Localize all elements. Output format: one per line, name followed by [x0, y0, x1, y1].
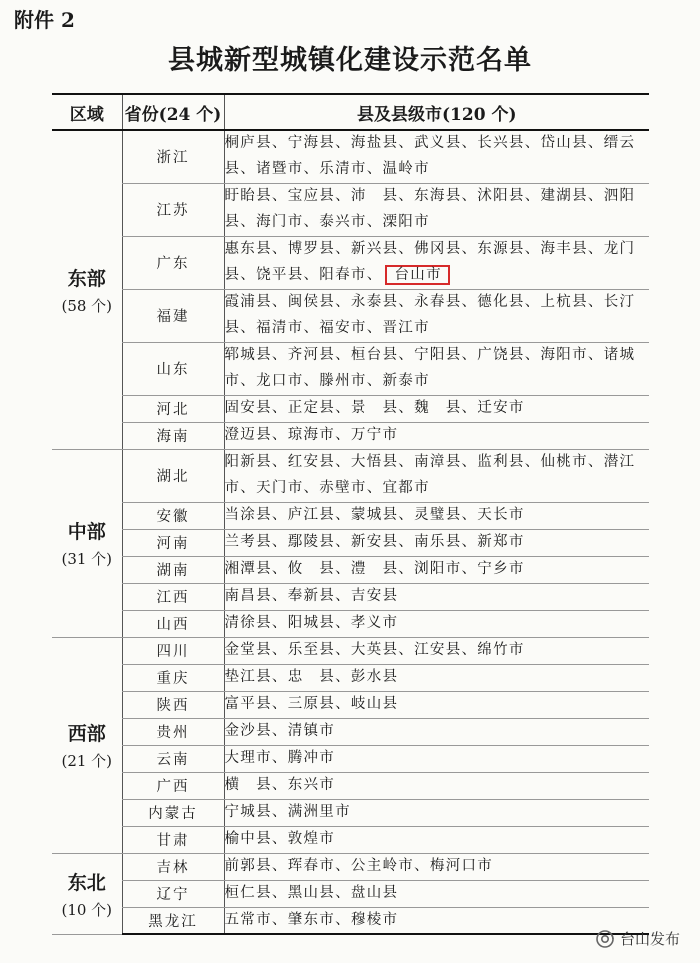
county-list: 金沙县、清镇市 — [224, 718, 649, 745]
header-province: 省份(24 个) — [122, 94, 224, 130]
county-list: 大理市、腾冲市 — [224, 745, 649, 772]
header-counties: 县及县级市(120 个) — [224, 94, 649, 130]
province-name: 黑龙江 — [122, 907, 224, 934]
table-row — [52, 183, 649, 236]
county-list: 兰考县、鄢陵县、新安县、南乐县、新郑市 — [224, 529, 649, 556]
region-name: 东北 — [67, 871, 106, 894]
table-row — [52, 610, 649, 637]
table-header-row — [52, 94, 649, 130]
table-row — [52, 449, 649, 502]
table-row — [52, 422, 649, 449]
region-cell — [52, 130, 122, 449]
county-list: 垫江县、忠 县、彭水县 — [224, 664, 649, 691]
county-list: 当涂县、庐江县、蒙城县、灵璧县、天长市 — [224, 502, 649, 529]
table-row — [52, 745, 649, 772]
region-name: 西部 — [67, 723, 106, 745]
province-name: 贵州 — [122, 718, 224, 745]
province-name: 山东 — [122, 342, 224, 395]
table-row — [52, 236, 649, 289]
county-list: 五常市、肇东市、穆棱市 — [224, 907, 649, 934]
county-list: 郓城县、齐河县、桓台县、宁阳县、广饶县、海阳市、诸城市、龙口市、滕州市、新泰市 — [224, 342, 649, 395]
region-count: (31 个) — [61, 550, 113, 568]
table-row — [52, 772, 649, 799]
county-list: 盱眙县、宝应县、沛 县、东海县、沭阳县、建湖县、泗阳县、海门市、泰兴市、溧阳市 — [224, 183, 649, 236]
highlighted-county: 台山市 — [385, 265, 450, 285]
region-count: (58 个) — [61, 296, 113, 315]
province-name: 湖北 — [122, 449, 224, 502]
region-cell — [52, 449, 122, 637]
province-name: 甘肃 — [122, 826, 224, 853]
province-name: 浙江 — [122, 130, 224, 183]
province-name: 广东 — [122, 236, 224, 289]
region-name: 东部 — [67, 267, 106, 290]
table-row — [52, 799, 649, 826]
region-name: 中部 — [67, 521, 106, 543]
region-count: (10 个) — [61, 900, 113, 919]
table-row — [52, 826, 649, 853]
table-row — [52, 880, 649, 907]
table-row — [52, 529, 649, 556]
table-row — [52, 395, 649, 422]
province-name: 四川 — [122, 637, 224, 664]
province-name: 吉林 — [122, 853, 224, 880]
county-list-text: 惠东县、博罗县、新兴县、佛冈县、东源县、海丰县、龙门县、饶平县、阳春市、 — [224, 241, 636, 283]
province-name: 内蒙古 — [122, 799, 224, 826]
county-list — [224, 236, 649, 289]
county-list: 桓仁县、黑山县、盘山县 — [224, 880, 649, 907]
province-name: 山西 — [122, 610, 224, 637]
demonstration-list-table — [52, 93, 649, 935]
table-row — [52, 691, 649, 718]
province-name: 福建 — [122, 289, 224, 342]
wechat-official-account-icon — [595, 929, 615, 949]
region-cell — [52, 853, 122, 934]
region-cell — [52, 637, 122, 853]
province-name: 江苏 — [122, 183, 224, 236]
province-name: 江西 — [122, 583, 224, 610]
county-list: 金堂县、乐至县、大英县、江安县、绵竹市 — [224, 637, 649, 664]
header-region: 区域 — [52, 94, 122, 130]
watermark-text: 台山发布 — [619, 930, 680, 948]
county-list: 横 县、东兴市 — [224, 772, 649, 799]
region-count: (21 个) — [61, 752, 113, 770]
table-row — [52, 853, 649, 880]
table-row — [52, 342, 649, 395]
province-name: 广西 — [122, 772, 224, 799]
province-name: 陕西 — [122, 691, 224, 718]
table-row — [52, 289, 649, 342]
table-row — [52, 130, 649, 183]
county-list: 固安县、正定县、景 县、魏 县、迁安市 — [224, 395, 649, 422]
county-list: 宁城县、满洲里市 — [224, 799, 649, 826]
county-list: 霞浦县、闽侯县、永泰县、永春县、德化县、上杭县、长汀县、福清市、福安市、晋江市 — [224, 289, 649, 342]
county-list: 桐庐县、宁海县、海盐县、武义县、长兴县、岱山县、缙云县、诸暨市、乐清市、温岭市 — [224, 130, 649, 183]
province-name: 河南 — [122, 529, 224, 556]
county-list: 澄迈县、琼海市、万宁市 — [224, 422, 649, 449]
province-name: 辽宁 — [122, 880, 224, 907]
province-name: 云南 — [122, 745, 224, 772]
table-row — [52, 583, 649, 610]
county-list: 阳新县、红安县、大悟县、南漳县、监利县、仙桃市、潜江市、天门市、赤壁市、宜都市 — [224, 449, 649, 502]
province-name: 安徽 — [122, 502, 224, 529]
table-row — [52, 664, 649, 691]
province-name: 湖南 — [122, 556, 224, 583]
province-name: 重庆 — [122, 664, 224, 691]
county-list: 南昌县、奉新县、吉安县 — [224, 583, 649, 610]
attachment-label: 附件 2 — [14, 8, 75, 32]
county-list: 富平县、三原县、岐山县 — [224, 691, 649, 718]
county-list: 前郭县、珲春市、公主岭市、梅河口市 — [224, 853, 649, 880]
table-row — [52, 556, 649, 583]
table-row — [52, 637, 649, 664]
county-list: 清徐县、阳城县、孝义市 — [224, 610, 649, 637]
page-title: 县城新型城镇化建设示范名单 — [168, 45, 532, 76]
table-row — [52, 502, 649, 529]
county-list: 榆中县、敦煌市 — [224, 826, 649, 853]
watermark — [595, 928, 680, 949]
table-row — [52, 907, 649, 934]
table-row — [52, 718, 649, 745]
province-name: 河北 — [122, 395, 224, 422]
county-list: 湘潭县、攸 县、澧 县、浏阳市、宁乡市 — [224, 556, 649, 583]
province-name: 海南 — [122, 422, 224, 449]
